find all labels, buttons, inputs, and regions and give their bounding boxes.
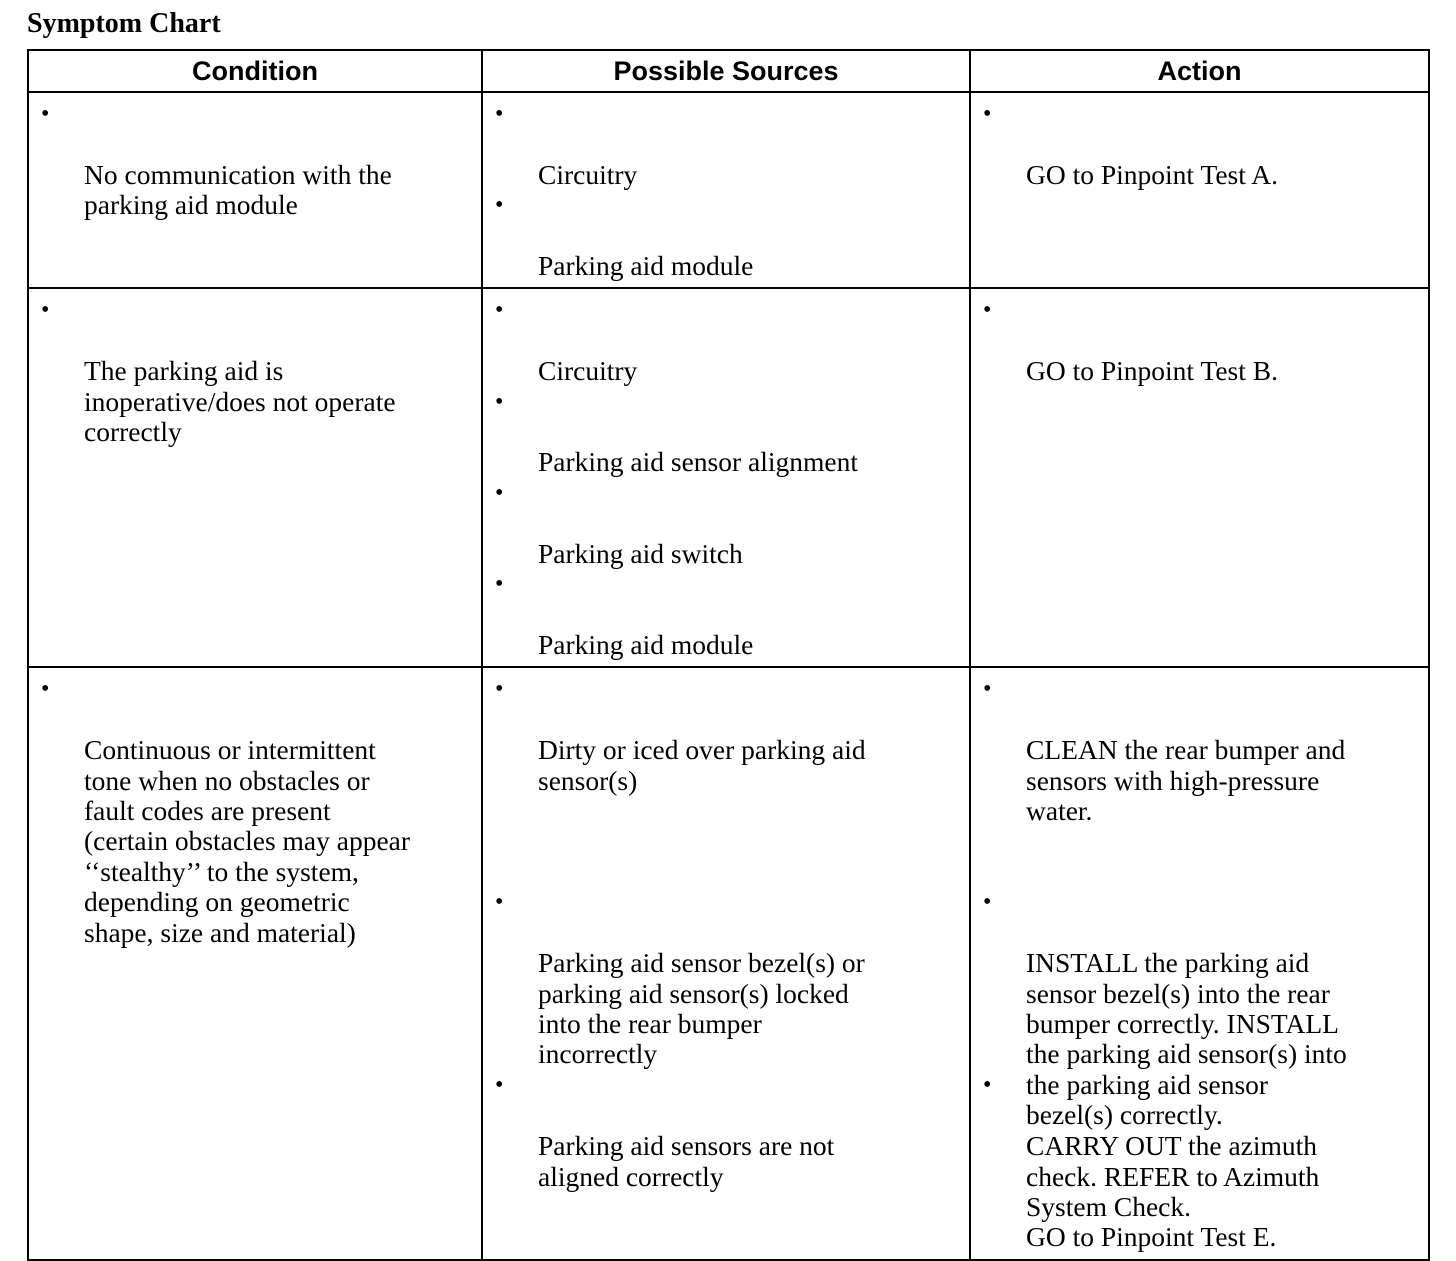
- condition-text: No communication with the parking aid module: [84, 158, 392, 221]
- bullet-icon: •: [41, 297, 50, 324]
- condition-text: Continuous or intermittent tone when no obstacles or fault codes are present (certain obstacles may appear ‘‘stealthy’’ to the system, depending on geometric shape, size and material): [84, 734, 411, 948]
- source-text: Parking aid module: [538, 628, 754, 660]
- symptom-chart-table: [27, 49, 1430, 1261]
- list-item: [483, 569, 969, 660]
- bullet-icon: •: [983, 889, 992, 916]
- header-action: Action: [970, 50, 1429, 92]
- action-text: GO to Pinpoint Test A.: [1026, 158, 1278, 190]
- condition-cell: [28, 92, 482, 288]
- header-row: [28, 50, 1429, 92]
- source-text: Parking aid switch: [538, 537, 743, 569]
- table-row: [28, 667, 1429, 1259]
- condition-cell: [28, 288, 482, 667]
- bullet-icon: •: [41, 101, 50, 127]
- list-item: [971, 674, 1428, 887]
- bullet-icon: •: [495, 1072, 504, 1099]
- source-text: Parking aid sensor bezel(s) or parking aid sensor(s) locked into the rear bumper incorrectly: [538, 947, 865, 1070]
- list-item: [483, 295, 969, 386]
- header-possible-sources: Possible Sources: [482, 50, 970, 92]
- source-text: Circuitry: [538, 158, 638, 190]
- header-condition: Condition: [28, 50, 482, 92]
- list-item: [483, 387, 969, 478]
- bullet-icon: •: [983, 1072, 992, 1099]
- bullet-icon: •: [495, 297, 504, 324]
- condition-text: The parking aid is inoperative/does not operate correctly: [84, 355, 396, 448]
- action-text: GO to Pinpoint Test B.: [1026, 355, 1278, 387]
- bullet-icon: •: [41, 676, 50, 703]
- action-cell: [970, 667, 1429, 1259]
- source-text: Circuitry: [538, 355, 638, 387]
- table-row: [28, 288, 1429, 667]
- table-row: [28, 92, 1429, 288]
- action-text: INSTALL the parking aid sensor bezel(s) into the rear bumper correctly. INSTALL the parking aid sensor(s) into the parking aid sensor bezel(s) correctly.: [1026, 947, 1347, 1131]
- bullet-icon: •: [495, 479, 504, 506]
- list-item: [483, 887, 969, 1070]
- list-item: [29, 99, 481, 221]
- source-text: Parking aid sensors are not aligned correctly: [538, 1130, 835, 1192]
- sources-cell: [482, 92, 970, 288]
- list-item: [483, 190, 969, 281]
- bullet-icon: •: [495, 571, 504, 598]
- list-item: [483, 478, 969, 569]
- bullet-icon: •: [495, 889, 504, 916]
- list-item: [971, 1070, 1428, 1252]
- sources-cell: [482, 667, 970, 1259]
- bullet-icon: •: [495, 192, 504, 219]
- sources-cell: [482, 288, 970, 667]
- page-title: Symptom Chart: [27, 8, 221, 39]
- source-text: Parking aid sensor alignment: [538, 446, 859, 478]
- list-item: [483, 99, 969, 190]
- bullet-icon: •: [983, 297, 992, 324]
- bullet-icon: •: [983, 101, 992, 127]
- list-item: [971, 887, 1428, 1131]
- action-text: CARRY OUT the azimuth check. REFER to Azimuth System Check. GO to Pinpoint Test E.: [1026, 1130, 1320, 1253]
- list-item: [29, 295, 481, 447]
- list-item: [29, 674, 481, 948]
- list-item: [971, 295, 1428, 386]
- bullet-icon: •: [983, 676, 992, 703]
- action-text: CLEAN the rear bumper and sensors with high-pressure water.: [1026, 734, 1346, 826]
- source-text: Dirty or iced over parking aid sensor(s): [538, 734, 866, 796]
- action-cell: [970, 92, 1429, 288]
- source-text: Parking aid module: [538, 250, 754, 282]
- list-item: [971, 99, 1428, 190]
- list-item: [483, 674, 969, 887]
- list-item: [483, 1070, 969, 1192]
- condition-cell: [28, 667, 482, 1259]
- action-cell: [970, 288, 1429, 667]
- bullet-icon: •: [495, 676, 504, 703]
- bullet-icon: •: [495, 101, 504, 127]
- bullet-icon: •: [495, 388, 504, 415]
